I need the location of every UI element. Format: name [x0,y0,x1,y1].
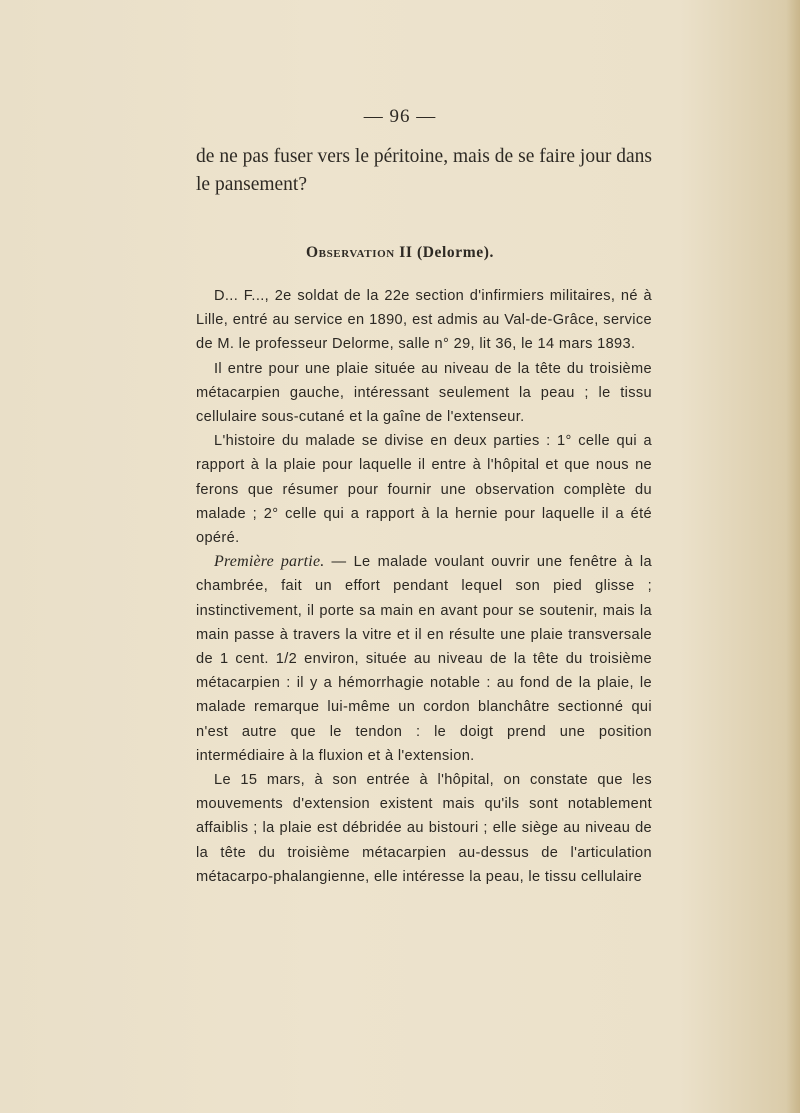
paragraph-patient-admission: D... F..., 2e soldat de la 22e section d'infirmiers militaires, né à Lille, entré au service en 1890, est admis au Val-de-Grâce, service de M. le professeur Delorme, salle n° 29, lit 36, le 14 mars 1893. [196,288,652,353]
first-part-label: Première partie. [214,553,325,571]
observation-heading-rest: II (Delorme). [394,244,494,261]
observation-heading-label: Observation [306,244,395,261]
continuation-paragraph: de ne pas fuser vers le péritoine, mais de se faire jour dans le pansement? [196,146,652,195]
page-number: — 96 — [363,106,437,127]
paragraph-wound-description: Il entre pour une plaie située au niveau de la tête du troisième métacarpien gauche, intéressant seulement la peau ; le tissu cellulaire sous-cutané et la gaîne de l'extenseur. [196,360,652,426]
paragraph-march-15: Le 15 mars, à son entrée à l'hôpital, on constate que les mouvements d'extension existent mais qu'ils sont notablement affaiblis ; la plaie est débridée au bistouri ; elle siège au niveau de la tête du troisième métacarpien au-dessus de l'articulation métacarpo-phalangienne, elle intéresse la peau, le tissu cellulaire [196,772,652,885]
first-part-text: — Le malade voulant ouvrir une fenêtre à la chambrée, fait un effort pendant lequel son pied glisse ; instinctivement, il porte sa main en avant pour se soutenir, mais la main passe à travers la vitre et il en résulte une plaie transversale de 1 cent. 1/2 environ, située au niveau de la tête du troisième métacarpien : il y a hémorrhagie notable : au fond de la plaie, le malade remarque lui-même un cordon blanchâtre sectionné qui n'est autre que le tendon : le doigt prend une position intermédiaire à la fluxion et à l'extension. [196,554,652,764]
observation-body [196,284,652,889]
page-edge-shadow [786,0,800,1113]
paragraph-first-part [196,550,652,768]
paragraph-history-outline: L'histoire du malade se divise en deux parties : 1° celle qui a rapport à la plaie pour laquelle il entre à l'hôpital et que nous ne ferons que résumer pour fournir une observation complète du malade ; 2° celle qui a rapport à la hernie pour laquelle il a été opéré. [196,433,652,547]
observation-heading [0,244,800,262]
